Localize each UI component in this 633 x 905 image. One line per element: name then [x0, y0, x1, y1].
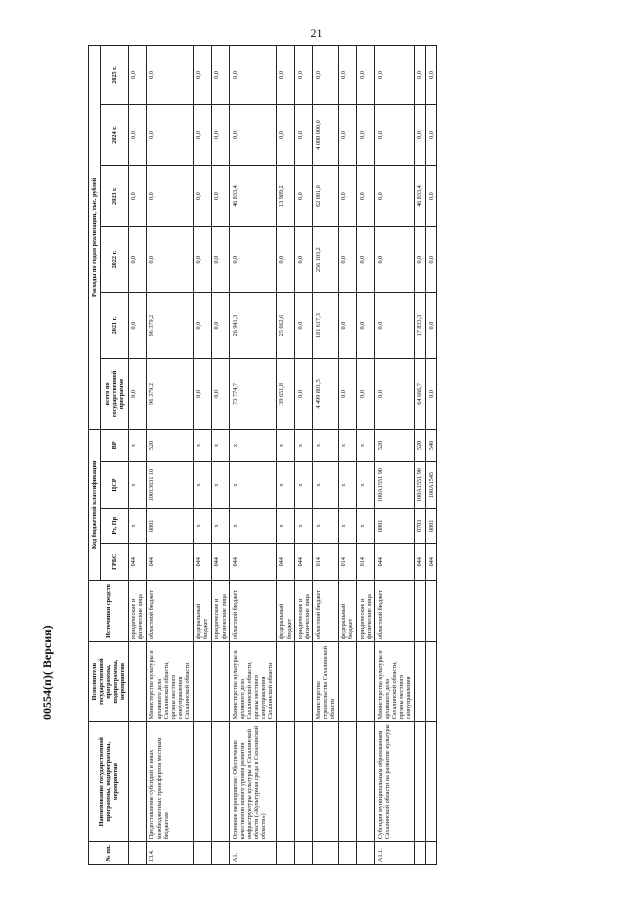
table-cell-source: областной бюджет: [375, 580, 415, 641]
table-cell-y2021: 0,0: [128, 293, 146, 359]
table-cell-vr: 540: [426, 429, 437, 461]
table-cell-csr: х: [193, 462, 211, 509]
table-cell-no: 13.4.: [146, 842, 193, 865]
col-header-source: Источники средств: [89, 580, 129, 641]
table-cell-rzpr: 0801: [375, 508, 415, 543]
table-cell-csr: 100А1551 90: [414, 462, 425, 509]
table-cell-no: [426, 842, 437, 865]
table-cell-name: [357, 722, 375, 842]
table-cell-vr: х: [276, 429, 294, 461]
table-cell-source: федеральный бюджет: [193, 580, 211, 641]
table-cell-rzpr: х: [313, 508, 338, 543]
table-cell-y2024: 4 000 000,0: [313, 104, 338, 165]
table-cell-y2025: 0,0: [128, 46, 146, 105]
table-cell-grbs: 014: [338, 543, 356, 580]
table-cell-y2025: 0,0: [414, 46, 425, 105]
table-cell-y2024: 0,0: [211, 104, 229, 165]
table-cell-csr: х: [357, 462, 375, 509]
table-cell-no: [128, 842, 146, 865]
table-cell-y2023: 46 833,4: [414, 166, 425, 227]
col-header-expenses-group: Расходы по годам реализации, тыс. рублей: [89, 46, 101, 430]
table-cell-total: 0,0: [193, 359, 211, 430]
table-cell-exec: [128, 641, 146, 721]
table-cell-y2022: 0,0: [193, 227, 211, 293]
table-cell-name: [193, 722, 211, 842]
table-cell-y2023: 0,0: [375, 166, 415, 227]
table-cell-y2022: 256 103,2: [313, 227, 338, 293]
table-cell-y2022: 0,0: [357, 227, 375, 293]
table-row: [313, 46, 338, 865]
table-cell-total: 0,0: [338, 359, 356, 430]
table-cell-rzpr: 0801: [146, 508, 193, 543]
table-cell-no: [211, 842, 229, 865]
table-cell-no: [414, 842, 425, 865]
table-cell-total: 96 379,2: [146, 359, 193, 430]
table-cell-y2025: 0,0: [230, 46, 277, 105]
table-cell-vr: х: [128, 429, 146, 461]
table-cell-y2025: 0,0: [211, 46, 229, 105]
table-cell-vr: х: [193, 429, 211, 461]
table-cell-y2024: 0,0: [128, 104, 146, 165]
table-cell-source: федеральный бюджет: [276, 580, 294, 641]
table-cell-rzpr: х: [128, 508, 146, 543]
table-cell-grbs: 014: [313, 543, 338, 580]
table-cell-y2023: 0,0: [357, 166, 375, 227]
table-cell-vr: 520: [375, 429, 415, 461]
table-cell-no: [276, 842, 294, 865]
table-cell-y2025: 0,0: [375, 46, 415, 105]
table-cell-y2021: 0,0: [426, 293, 437, 359]
table-cell-y2022: 0,0: [295, 227, 313, 293]
table-cell-y2022: 0,0: [230, 227, 277, 293]
table-cell-y2025: 0,0: [276, 46, 294, 105]
table-cell-no: [313, 842, 338, 865]
table-row: [193, 46, 211, 865]
table-cell-y2023: 13 989,2: [276, 166, 294, 227]
table-row: [414, 46, 425, 865]
table-cell-y2024: 0,0: [426, 104, 437, 165]
table-cell-y2025: 0,0: [338, 46, 356, 105]
table-cell-grbs: 044: [276, 543, 294, 580]
table-cell-y2021: 0,0: [211, 293, 229, 359]
table-cell-y2023: 0,0: [211, 166, 229, 227]
table-cell-source: юридические и физические лица: [128, 580, 146, 641]
table-cell-name: [128, 722, 146, 842]
table-cell-vr: х: [357, 429, 375, 461]
table-cell-exec: [338, 641, 356, 721]
table-cell-name: [313, 722, 338, 842]
table-cell-y2021: 26 941,3: [230, 293, 277, 359]
col-header-csr: ЦСР: [101, 462, 129, 509]
table-cell-vr: х: [338, 429, 356, 461]
table-cell-total: 0,0: [211, 359, 229, 430]
table-cell-name: [276, 722, 294, 842]
table-cell-y2024: 0,0: [357, 104, 375, 165]
table-cell-vr: х: [295, 429, 313, 461]
table-cell-y2021: 25 662,6: [276, 293, 294, 359]
table-cell-source: областной бюджет: [313, 580, 338, 641]
table-cell-rzpr: 0801: [426, 508, 437, 543]
table-cell-y2025: 0,0: [357, 46, 375, 105]
rotated-table-container: [88, 45, 613, 865]
table-cell-source: юридические и физические лица: [357, 580, 375, 641]
table-cell-source: юридические и физические лица: [211, 580, 229, 641]
table-cell-exec: Министерство культуры и архивного дела Сахалинской области, органы местного самоуправления Сахалинской области: [146, 641, 193, 721]
table-cell-name: [338, 722, 356, 842]
table-cell-no: [338, 842, 356, 865]
table-cell-source: юридические и физические лица: [295, 580, 313, 641]
table-cell-y2023: 0,0: [295, 166, 313, 227]
table-cell-csr: х: [211, 462, 229, 509]
table-cell-y2021: 0,0: [357, 293, 375, 359]
table-cell-name: [414, 722, 425, 842]
table-cell-exec: Министерство строительства Сахалинской области: [313, 641, 338, 721]
table-cell-source: федеральный бюджет: [338, 580, 356, 641]
col-header-exec: Исполнители государственной программы, подпрограммы, мероприятия: [89, 641, 129, 721]
table-row: [295, 46, 313, 865]
table-cell-vr: 520: [146, 429, 193, 461]
table-cell-exec: [426, 641, 437, 721]
table-row: [128, 46, 146, 865]
table-cell-y2025: 0,0: [313, 46, 338, 105]
table-cell-total: 0,0: [426, 359, 437, 430]
col-header-name: Наименование государственной программы, подпрограммы, мероприятия: [89, 722, 129, 842]
table-cell-grbs: 044: [426, 543, 437, 580]
table-cell-grbs: 044: [128, 543, 146, 580]
col-header-2022: 2022 г.: [101, 227, 129, 293]
page-number: 21: [310, 26, 323, 40]
table-cell-name: [211, 722, 229, 842]
table-cell-y2025: 0,0: [193, 46, 211, 105]
table-cell-y2021: 0,0: [193, 293, 211, 359]
table-row: [146, 46, 193, 865]
table-cell-exec: [414, 641, 425, 721]
table-cell-rzpr: х: [295, 508, 313, 543]
table-cell-total: 4 499 801,5: [313, 359, 338, 430]
col-header-rzpr: Рз, Пр: [101, 508, 129, 543]
table-cell-total: 0,0: [295, 359, 313, 430]
table-cell-csr: х: [230, 462, 277, 509]
table-cell-y2021: 0,0: [338, 293, 356, 359]
table-cell-source: областной бюджет: [230, 580, 277, 641]
table-cell-y2021: 0,0: [375, 293, 415, 359]
table-cell-y2022: 0,0: [338, 227, 356, 293]
col-header-vr: ВР: [101, 429, 129, 461]
table-cell-source: областной бюджет: [146, 580, 193, 641]
footer-code: 00554(п)( Версия): [40, 625, 54, 720]
table-cell-total: 64 666,7: [414, 359, 425, 430]
table-row: [230, 46, 277, 865]
table-cell-y2024: 0,0: [375, 104, 415, 165]
table-cell-y2025: 0,0: [146, 46, 193, 105]
col-header-2025: 2025 г.: [101, 46, 129, 105]
table-cell-y2021: 17 833,3: [414, 293, 425, 359]
table-cell-csr: 100А1545: [426, 462, 437, 509]
table-cell-y2022: 0,0: [375, 227, 415, 293]
table-cell-exec: Министерство культуры и архивного дела Сахалинской области, органы местного самоуправления: [375, 641, 415, 721]
table-row: [426, 46, 437, 865]
table-cell-y2022: 0,0: [414, 227, 425, 293]
table-cell-exec: Министерство культуры и архивного дела Сахалинской области, органы местного самоуправления Сахалинской области: [230, 641, 277, 721]
table-cell-y2022: 0,0: [128, 227, 146, 293]
table-cell-rzpr: х: [276, 508, 294, 543]
table-cell-y2023: 0,0: [426, 166, 437, 227]
col-header-total: всего по государственной программе: [101, 359, 129, 430]
table-cell-y2023: 62 081,0: [313, 166, 338, 227]
table-cell-y2023: 46 833,4: [230, 166, 277, 227]
table-cell-total: 0,0: [128, 359, 146, 430]
col-header-2023: 2023 г.: [101, 166, 129, 227]
table-cell-no: [357, 842, 375, 865]
table-row: [338, 46, 356, 865]
table-cell-no: [193, 842, 211, 865]
table-cell-rzpr: х: [211, 508, 229, 543]
table-cell-csr: 100А1551 90: [375, 462, 415, 509]
table-cell-exec: [357, 641, 375, 721]
table-cell-total: 0,0: [375, 359, 415, 430]
table-cell-y2025: 0,0: [426, 46, 437, 105]
table-cell-csr: х: [295, 462, 313, 509]
table-cell-y2024: 0,0: [193, 104, 211, 165]
table-cell-csr: х: [128, 462, 146, 509]
table-cell-grbs: 044: [375, 543, 415, 580]
table-cell-y2023: 0,0: [128, 166, 146, 227]
table-cell-rzpr: х: [193, 508, 211, 543]
budget-table: [88, 45, 437, 865]
col-header-no: № пп.: [89, 842, 129, 865]
table-cell-source: [414, 580, 425, 641]
table-cell-y2022: 0,0: [276, 227, 294, 293]
table-cell-grbs: 044: [230, 543, 277, 580]
table-cell-total: 39 651,8: [276, 359, 294, 430]
table-cell-y2023: 0,0: [193, 166, 211, 227]
table-cell-y2024: 0,0: [295, 104, 313, 165]
table-row: [357, 46, 375, 865]
table-cell-csr: х: [276, 462, 294, 509]
table-cell-vr: х: [230, 429, 277, 461]
table-row: [276, 46, 294, 865]
table-cell-exec: [295, 641, 313, 721]
table-row: [211, 46, 229, 865]
table-cell-name: Основное мероприятие: Обеспечение качественно нового уровня развития инфраструктуры культуры в Сахалинской области («Культурная среда в Сахалинской области»): [230, 722, 277, 842]
table-cell-y2023: 0,0: [146, 166, 193, 227]
table-cell-csr: х: [338, 462, 356, 509]
table-cell-grbs: 044: [193, 543, 211, 580]
table-cell-exec: [211, 641, 229, 721]
table-cell-grbs: 044: [211, 543, 229, 580]
table-cell-total: 73 774,7: [230, 359, 277, 430]
table-row: [375, 46, 415, 865]
table-cell-rzpr: 0703: [414, 508, 425, 543]
table-cell-no: [295, 842, 313, 865]
table-cell-exec: [193, 641, 211, 721]
table-body: [128, 46, 437, 865]
table-cell-y2022: 0,0: [426, 227, 437, 293]
table-cell-rzpr: х: [357, 508, 375, 543]
table-cell-y2024: 0,0: [338, 104, 356, 165]
table-cell-rzpr: х: [230, 508, 277, 543]
table-cell-csr: 10013631 10: [146, 462, 193, 509]
table-cell-y2024: 0,0: [146, 104, 193, 165]
table-cell-vr: 520: [414, 429, 425, 461]
table-cell-csr: х: [313, 462, 338, 509]
table-cell-grbs: 014: [357, 543, 375, 580]
table-cell-grbs: 044: [414, 543, 425, 580]
table-cell-vr: х: [211, 429, 229, 461]
table-cell-y2021: 0,0: [295, 293, 313, 359]
table-cell-total: 0,0: [357, 359, 375, 430]
col-header-budget-group: Код бюджетной классификации: [89, 429, 101, 580]
table-cell-name: Субсидия муниципальным образованиям Сахалинской области на развитие культуры: [375, 722, 415, 842]
col-header-2024: 2024 г.: [101, 104, 129, 165]
table-cell-y2024: 0,0: [276, 104, 294, 165]
table-cell-y2022: 0,0: [211, 227, 229, 293]
table-cell-y2025: 0,0: [295, 46, 313, 105]
table-cell-name: Предоставление субсидий и иных межбюджетных трансфертов местным бюджетам: [146, 722, 193, 842]
table-cell-y2024: 0,0: [414, 104, 425, 165]
col-header-2021: 2021 г.: [101, 293, 129, 359]
table-cell-name: [295, 722, 313, 842]
table-cell-grbs: 044: [295, 543, 313, 580]
col-header-grbs: ГРБС: [101, 543, 129, 580]
table-cell-y2022: 0,0: [146, 227, 193, 293]
table-cell-y2021: 181 617,3: [313, 293, 338, 359]
table-cell-vr: х: [313, 429, 338, 461]
table-cell-source: [426, 580, 437, 641]
table-cell-y2024: 0,0: [230, 104, 277, 165]
table-cell-y2023: 0,0: [338, 166, 356, 227]
table-cell-grbs: 044: [146, 543, 193, 580]
table-cell-name: [426, 722, 437, 842]
table-cell-no: А1.: [230, 842, 277, 865]
table-cell-no: А1.1.: [375, 842, 415, 865]
table-cell-rzpr: х: [338, 508, 356, 543]
table-cell-exec: [276, 641, 294, 721]
table-cell-y2021: 96 379,2: [146, 293, 193, 359]
